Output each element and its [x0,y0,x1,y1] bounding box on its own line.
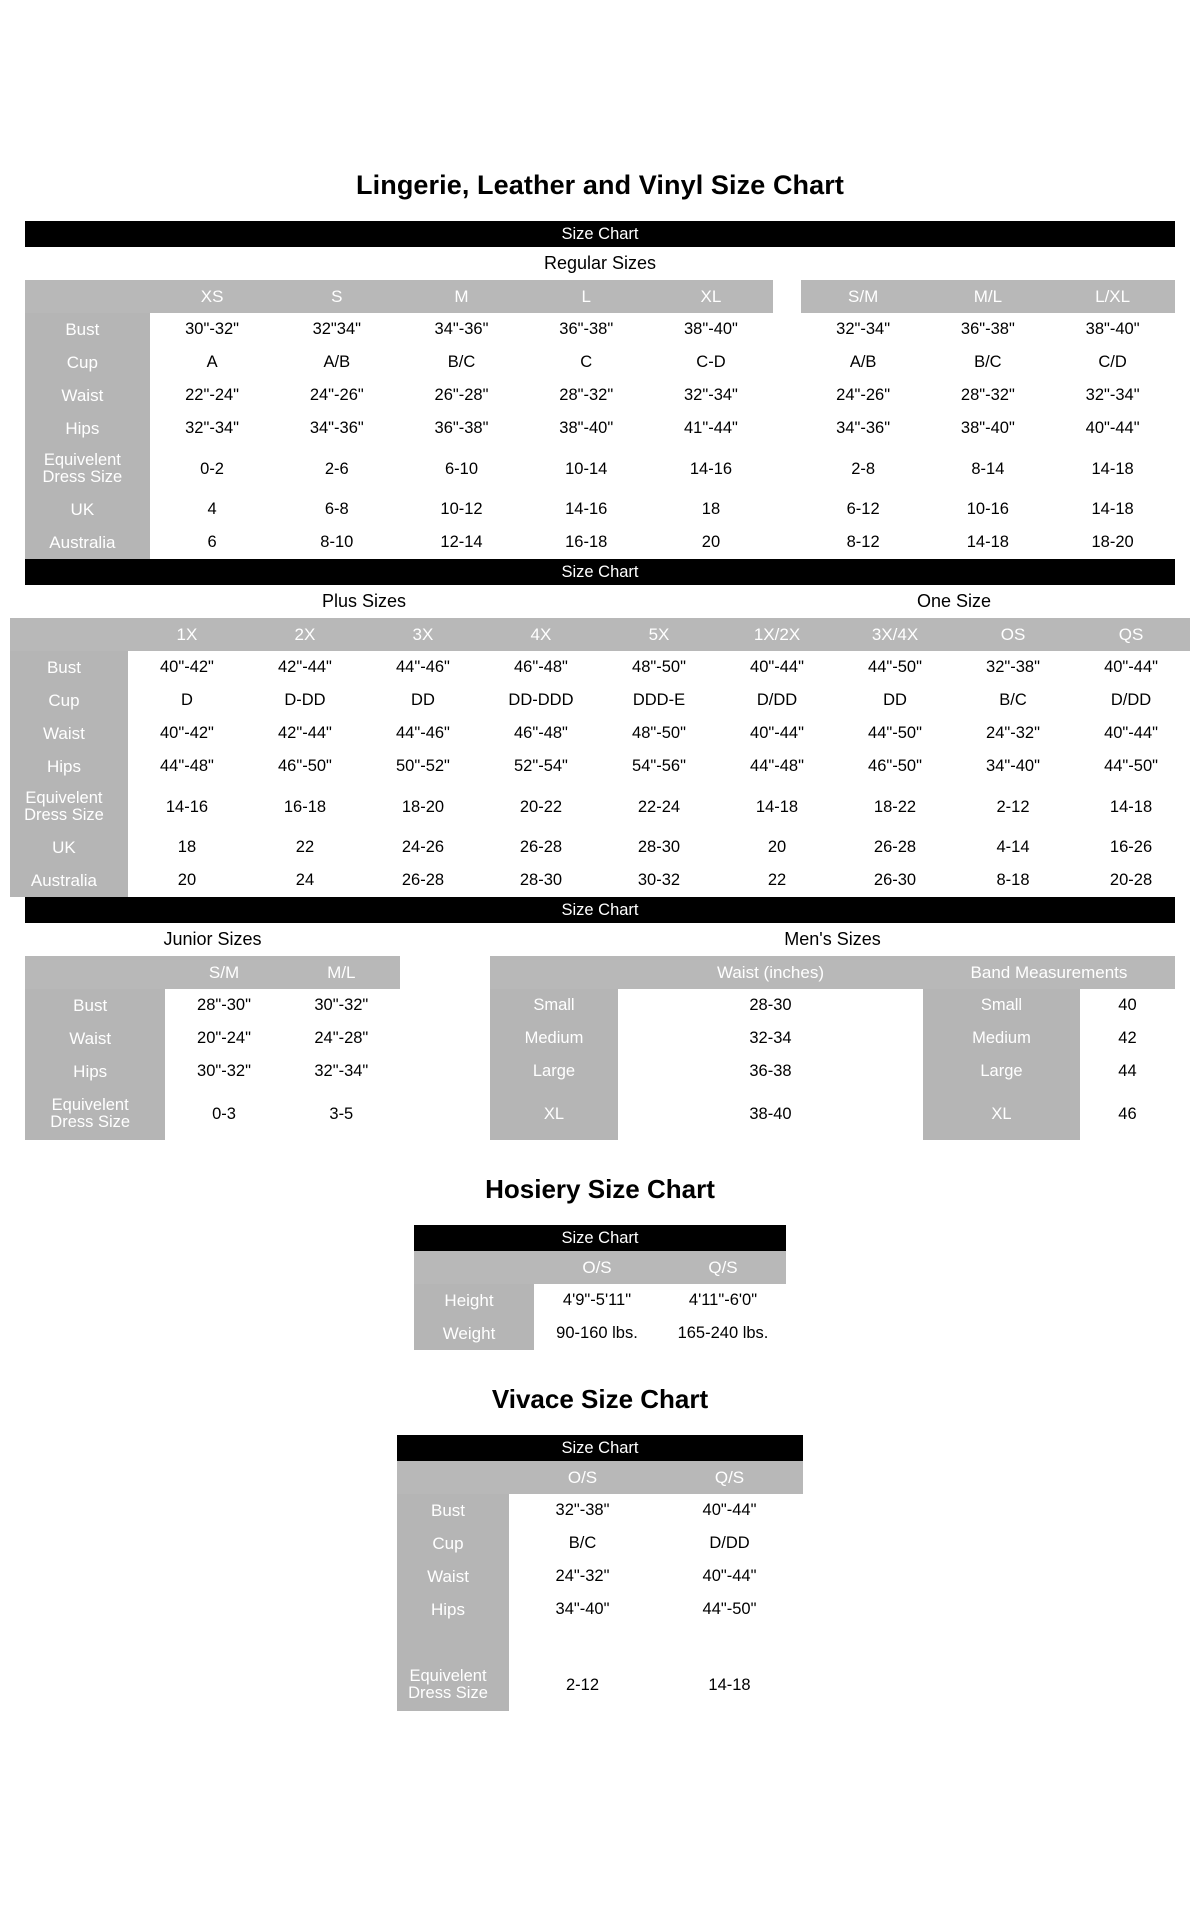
col-header: 1X [128,618,246,651]
cell: A [150,346,275,379]
table-row [25,956,400,989]
cell: D/DD [1072,684,1190,717]
cell: DD [364,684,482,717]
table-row [10,717,1190,750]
cell: 52"-54" [482,750,600,783]
cell: 14-18 [1050,445,1175,493]
table-row [25,313,1175,346]
col-header: M [399,280,524,313]
table-row [10,585,1190,618]
col-header: 1X/2X [718,618,836,651]
cell: 4'9"-5'11" [534,1284,660,1317]
row-label: Waist [10,717,128,750]
cell: 42"-44" [246,717,364,750]
cell: 14-18 [656,1659,803,1711]
cell: 6-10 [399,445,524,493]
table-row [397,1593,803,1626]
cell: 14-18 [1050,493,1175,526]
cell: 10-12 [399,493,524,526]
cell: C/D [1050,346,1175,379]
junior-sizes-table [25,923,400,1140]
table-row [10,684,1190,717]
cell: 14-18 [718,783,836,831]
col-header: XS [150,280,275,313]
cell: 32"-34" [150,412,275,445]
cell: 48"-50" [600,651,718,684]
cell: 14-18 [1072,783,1190,831]
cell: A/B [274,346,399,379]
cell: 38"-40" [1050,313,1175,346]
table-row [25,989,400,1022]
cell: 24"-26" [801,379,926,412]
cell: 42 [1080,1022,1175,1055]
table-row [490,1022,1175,1055]
cell: 4-14 [954,831,1072,864]
row-label: Cup [25,346,150,379]
cell: 14-16 [128,783,246,831]
row-label: Australia [25,526,150,559]
cell: 40 [1080,989,1175,1022]
col-header: QS [1072,618,1190,651]
table-row [25,1022,400,1055]
row-label: Hips [25,1055,165,1088]
table-row [25,526,1175,559]
cell: 46"-50" [246,750,364,783]
table-row [397,1560,803,1593]
table-row [414,1284,786,1317]
cell: 40"-44" [1072,717,1190,750]
cell: 30"-32" [283,989,400,1022]
col-header: O/S [534,1251,660,1284]
table-row [25,247,1175,280]
size-chart-strip-plus: Size Chart [25,559,1175,585]
cell: 40"-44" [656,1560,803,1593]
cell: 165-240 lbs. [660,1317,786,1350]
table-row [25,412,1175,445]
col-header: L/XL [1050,280,1175,313]
cell: 44"-50" [656,1593,803,1626]
cell: 26"-28" [399,379,524,412]
row-label: Height [414,1284,534,1317]
one-size-group-label: One Size [718,585,1190,618]
cell: 90-160 lbs. [534,1317,660,1350]
table-row [397,1461,803,1494]
table-row [490,956,1175,989]
col-header: XL [649,280,774,313]
cell: D [128,684,246,717]
cell: 2-12 [954,783,1072,831]
table-row [10,750,1190,783]
cell: 20 [649,526,774,559]
cell: 26-28 [364,864,482,897]
cell: 38"-40" [649,313,774,346]
cell: 28"-32" [926,379,1051,412]
cell: 32"-38" [954,651,1072,684]
cell: 18-20 [1050,526,1175,559]
page-title: Lingerie, Leather and Vinyl Size Chart [356,170,844,200]
cell: 28-30 [482,864,600,897]
cell: 28-30 [618,989,923,1022]
col-header: 4X [482,618,600,651]
cell: 44 [1080,1055,1175,1088]
col-header: O/S [509,1461,656,1494]
cell: 38-40 [618,1088,923,1140]
cell: 3-5 [283,1088,400,1140]
cell: D/DD [718,684,836,717]
cell: 6-8 [274,493,399,526]
cell: 2-6 [274,445,399,493]
cell: 20 [128,864,246,897]
cell: 28-30 [600,831,718,864]
cell: 14-16 [524,493,649,526]
cell: 40"-44" [1072,651,1190,684]
row-label: XL [490,1088,618,1140]
col-header: 5X [600,618,718,651]
col-header: M/L [926,280,1051,313]
cell: D-DD [246,684,364,717]
cell: 14-16 [649,445,774,493]
cell: 8-10 [274,526,399,559]
cell: 16-18 [246,783,364,831]
cell: 34"-40" [509,1593,656,1626]
cell: 8-14 [926,445,1051,493]
cell: 24 [246,864,364,897]
row-label: Weight [414,1317,534,1350]
cell: 32"34" [274,313,399,346]
col-header-band: Band Measurements [923,956,1175,989]
spacer-cell [773,280,800,313]
cell: B/C [509,1527,656,1560]
size-chart-strip-vivace: Size Chart [397,1435,803,1461]
cell: 26-30 [836,864,954,897]
row-label: Medium [490,1022,618,1055]
cell: 18 [128,831,246,864]
table-row [490,1055,1175,1088]
cell: 32-34 [618,1022,923,1055]
cell: 44"-46" [364,651,482,684]
cell: 36-38 [618,1055,923,1088]
col-header: S/M [801,280,926,313]
cell: 40"-42" [128,651,246,684]
cell: 30"-32" [150,313,275,346]
table-row [10,864,1190,897]
spacer-cell [773,526,800,559]
cell: 44"-48" [128,750,246,783]
cell: 20"-24" [165,1022,282,1055]
table-row [25,379,1175,412]
cell: 24"-32" [954,717,1072,750]
cell: 12-14 [399,526,524,559]
cell: 44"-46" [364,717,482,750]
cell: 24"-32" [509,1560,656,1593]
cell: 34"-36" [274,412,399,445]
size-chart-strip-regular: Size Chart [25,221,1175,247]
cell: 44"-48" [718,750,836,783]
cell: 4 [150,493,275,526]
table-row [10,783,1190,831]
spacer-cell [773,346,800,379]
cell: 40"-42" [128,717,246,750]
table-row [397,1494,803,1527]
row-label: XL [923,1088,1080,1140]
cell: 16-26 [1072,831,1190,864]
col-header: M/L [283,956,400,989]
cell: 32"-34" [283,1055,400,1088]
cell: 24"-28" [283,1022,400,1055]
cell: 6 [150,526,275,559]
row-label: Large [923,1055,1080,1088]
spacer-cell [773,379,800,412]
cell: 40"-44" [718,717,836,750]
cell: 22 [246,831,364,864]
cell: 30"-32" [165,1055,282,1088]
col-header: 3X/4X [836,618,954,651]
cell: 10-14 [524,445,649,493]
row-label: Equivelent Dress Size [25,1088,165,1140]
cell: 20-22 [482,783,600,831]
cell: 54"-56" [600,750,718,783]
table-row [490,1088,1175,1140]
col-header: 2X [246,618,364,651]
cell: 36"-38" [926,313,1051,346]
spacer-cell [773,493,800,526]
row-label: Australia [10,864,128,897]
row-label: Equivelent Dress Size [10,783,128,831]
cell: 24-26 [364,831,482,864]
cell: 4'11"-6'0" [660,1284,786,1317]
row-label: Cup [397,1527,509,1560]
mens-sizes-table [490,923,1175,1140]
cell: 40"-44" [1050,412,1175,445]
cell: 0-3 [165,1088,282,1140]
mens-group-label: Men's Sizes [490,923,1175,956]
cell: 18-20 [364,783,482,831]
cell: 26-28 [836,831,954,864]
cell: 14-18 [926,526,1051,559]
vivace-title: Vivace Size Chart [491,1384,709,1414]
cell: 46"-48" [482,651,600,684]
cell: 40"-44" [718,651,836,684]
row-label: Waist [25,379,150,412]
junior-and-mens-section [25,923,1175,1140]
spacer-cell [773,313,800,346]
spacer-cell [773,445,800,493]
row-label: Bust [397,1494,509,1527]
row-label: Small [490,989,618,1022]
cell: 30-32 [600,864,718,897]
size-chart-strip-junior-mens: Size Chart [25,897,1175,923]
table-row [490,923,1175,956]
cell: D/DD [656,1527,803,1560]
cell: 48"-50" [600,717,718,750]
cell: 36"-38" [399,412,524,445]
plus-group-label: Plus Sizes [10,585,718,618]
cell: 22"-24" [150,379,275,412]
cell: 8-12 [801,526,926,559]
col-header: L [524,280,649,313]
cell: 22 [718,864,836,897]
table-row [397,1659,803,1711]
cell: B/C [926,346,1051,379]
row-label: Medium [923,1022,1080,1055]
cell: 44"-50" [836,717,954,750]
col-header: 3X [364,618,482,651]
cell: C [524,346,649,379]
cell: 34"-40" [954,750,1072,783]
table-row [414,1251,786,1284]
table-row [397,1626,803,1659]
junior-group-label: Junior Sizes [25,923,400,956]
cell: 24"-26" [274,379,399,412]
col-header: S [274,280,399,313]
cell: 32"-38" [509,1494,656,1527]
col-header: S/M [165,956,282,989]
cell: 20 [718,831,836,864]
cell: 38"-40" [926,412,1051,445]
table-row [397,1527,803,1560]
cell: 50"-52" [364,750,482,783]
cell: 46 [1080,1088,1175,1140]
cell: 46"-50" [836,750,954,783]
row-label: Equivelent Dress Size [25,445,150,493]
row-label: Bust [25,313,150,346]
table-row [25,493,1175,526]
cell: 28"-32" [524,379,649,412]
table-row [490,989,1175,1022]
hosiery-title: Hosiery Size Chart [485,1174,715,1204]
table-row [25,1055,400,1088]
table-row [10,618,1190,651]
cell: DD-DDD [482,684,600,717]
cell: A/B [801,346,926,379]
row-label: Waist [397,1560,509,1593]
cell: B/C [399,346,524,379]
table-row [25,445,1175,493]
row-label: Bust [25,989,165,1022]
row-label: Hips [25,412,150,445]
cell: 2-12 [509,1659,656,1711]
cell: 38"-40" [524,412,649,445]
plus-sizes-table [10,585,1190,897]
cell: 32"-34" [801,313,926,346]
cell: 32"-34" [649,379,774,412]
cell: 28"-30" [165,989,282,1022]
cell: 26-28 [482,831,600,864]
cell: 22-24 [600,783,718,831]
col-header: OS [954,618,1072,651]
row-label: UK [10,831,128,864]
vivace-table [397,1461,803,1711]
cell: 34"-36" [801,412,926,445]
table-row [25,280,1175,313]
row-label: UK [25,493,150,526]
cell: 6-12 [801,493,926,526]
cell: B/C [954,684,1072,717]
cell: C-D [649,346,774,379]
row-label: Cup [10,684,128,717]
cell: 44"-50" [836,651,954,684]
table-row [414,1317,786,1350]
table-row [10,651,1190,684]
cell: 18 [649,493,774,526]
col-header-waist: Waist (inches) [618,956,923,989]
cell: 40"-44" [656,1494,803,1527]
cell: 44"-50" [1072,750,1190,783]
table-row [25,1088,400,1140]
cell: 10-16 [926,493,1051,526]
row-label: Small [923,989,1080,1022]
row-label: Waist [25,1022,165,1055]
cell: 18-22 [836,783,954,831]
cell: 36"-38" [524,313,649,346]
row-label: Hips [397,1593,509,1626]
cell: 8-18 [954,864,1072,897]
cell: 41"-44" [649,412,774,445]
row-label: Large [490,1055,618,1088]
row-label: Equivelent Dress Size [397,1659,509,1711]
table-row [10,831,1190,864]
cell: 46"-48" [482,717,600,750]
cell: 16-18 [524,526,649,559]
row-label: Hips [10,750,128,783]
spacer-cell [773,412,800,445]
cell: 32"-34" [1050,379,1175,412]
row-label: Bust [10,651,128,684]
table-row [25,923,400,956]
cell: DD [836,684,954,717]
cell: 20-28 [1072,864,1190,897]
col-header: Q/S [656,1461,803,1494]
size-chart-strip-hosiery: Size Chart [414,1225,786,1251]
cell: 42"-44" [246,651,364,684]
hosiery-table [414,1251,786,1350]
cell: 34"-36" [399,313,524,346]
regular-group-label: Regular Sizes [25,247,1175,280]
table-row [25,346,1175,379]
cell: 2-8 [801,445,926,493]
col-header: Q/S [660,1251,786,1284]
cell: DDD-E [600,684,718,717]
regular-sizes-table [25,247,1175,559]
cell: 0-2 [150,445,275,493]
